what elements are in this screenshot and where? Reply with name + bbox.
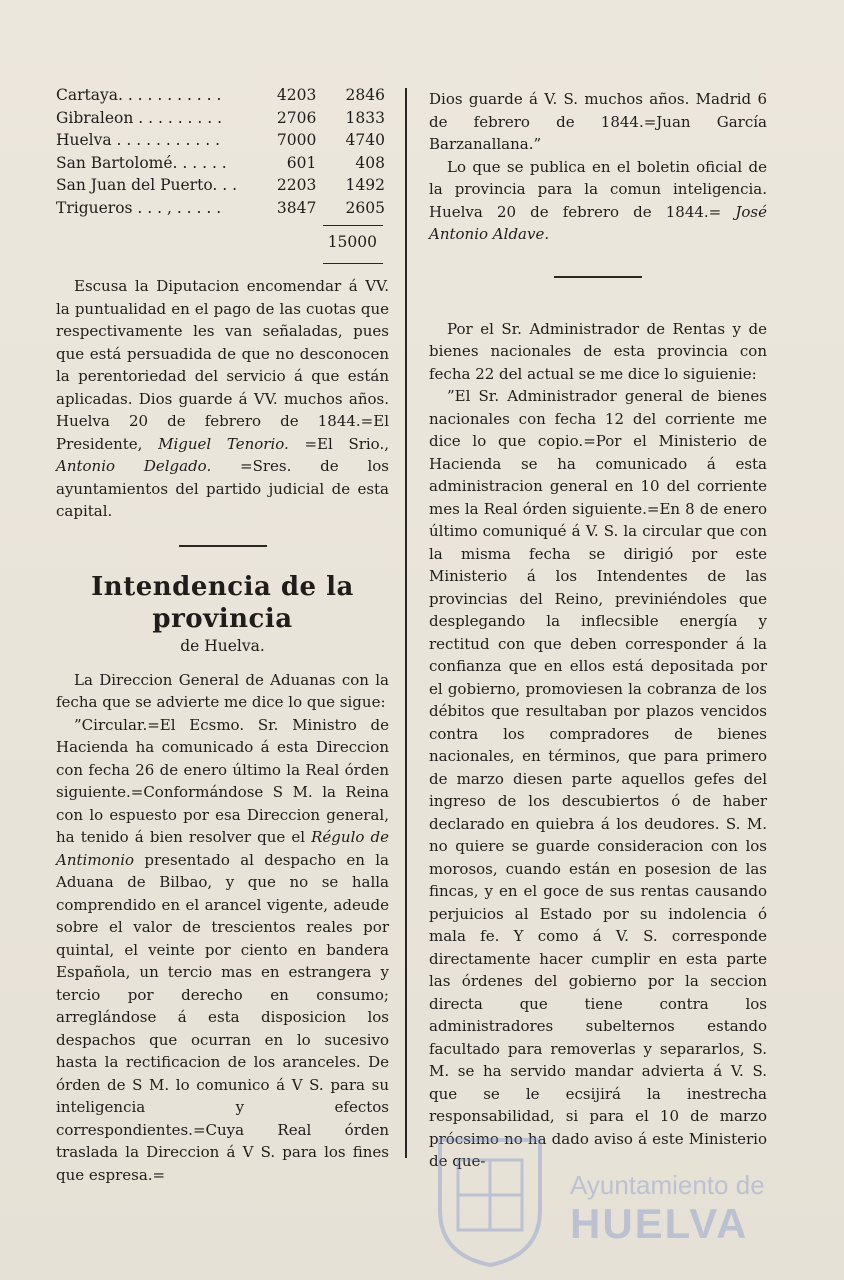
quota-row bbox=[56, 197, 389, 220]
signature-intendant: José Antonio Aldave. bbox=[429, 202, 767, 243]
circular-italic: Régulo de Antimonio bbox=[56, 828, 389, 869]
quota-cell-v2: 4740 bbox=[345, 131, 385, 149]
aduanas-intro: La Direccion General de Aduanas con la fecha que se advierte me dice lo que sigue: bbox=[56, 670, 389, 711]
quota-cell-name: Trigueros . . . , . . . . . bbox=[56, 198, 222, 217]
quota-cell-name: Huelva . . . . . . . . . . . bbox=[56, 131, 221, 149]
quota-row bbox=[56, 84, 389, 107]
quota-cell-v1: 4203 bbox=[276, 86, 317, 104]
quota-row bbox=[56, 129, 389, 152]
circular-text: ”Circular.=El Ecsmo. Sr. Ministro de Hacienda ha comunicado á esta Direccion con fecha 26 de enero último la Real órden siguiente.=Conformándose S M. la Reina con lo espuesto por esa Direccion general, ha tenido á bien resolver que el bbox=[56, 715, 389, 846]
quota-cell-v1: 7000 bbox=[276, 131, 317, 149]
ayuntamiento-watermark bbox=[430, 1130, 770, 1270]
quota-row bbox=[56, 152, 389, 175]
diputacion-text: Escusa la Diputacion encomendar á VV. la puntualidad en el pago de las cuotas que respectivamente les van señaladas, pues que está persuadida de que no desconocen la perentoriedad del servicio á que están aplicadas. Dios guarde á VV. muchos años. Huelva 20 de febrero de 1844.=El Presidente, bbox=[56, 277, 389, 453]
quota-row bbox=[56, 174, 389, 197]
section-heading: Intendencia de la provincia bbox=[91, 571, 354, 634]
section-subheading: de Huelva. bbox=[180, 636, 265, 655]
quota-table bbox=[56, 84, 389, 219]
total-rule-bottom bbox=[323, 263, 383, 264]
quota-cell-v2: 408 bbox=[355, 153, 385, 172]
quota-cell-v1: 601 bbox=[286, 153, 317, 172]
publication-paragraph bbox=[429, 156, 767, 246]
signature-secretary: Antonio Delgado. bbox=[56, 457, 212, 475]
diputacion-text-mid: =El Srio., bbox=[304, 434, 389, 453]
diputacion-text-end: =Sres. de los ayuntamientos del partido judicial de esta capital. bbox=[56, 457, 389, 520]
circular-text-end: presentado al despacho en la Aduana de Bilbao, y que no se halla comprendido en el arancel vigente, adeude sobre el valor de trescientos reales por quintal, el veinte por ciento en bandera Española, un tercio mas en estrangera y tercio por derecho en consumo; arreglándose á esta disposicion los despachos que ocurran en lo sucesivo hasta la rectificacion de los aranceles. De órden de S M. lo comunico á V S. para su inteligencia y efectos correspondientes.=Cuya Real órden traslada la Direccion á V S. para los fines que espresa.= bbox=[56, 850, 389, 1184]
section-separator bbox=[179, 545, 267, 547]
quota-cell-v1: 2203 bbox=[276, 176, 317, 194]
quota-cell-name: Cartaya. . . . . . . . . . . bbox=[56, 86, 222, 104]
quota-cell-v2: 1833 bbox=[345, 108, 385, 127]
section-separator-right bbox=[554, 276, 642, 278]
quota-cell-v2: 2846 bbox=[345, 86, 385, 104]
administrador-intro: Por el Sr. Administrador de Rentas y de bienes nacionales de esta provincia con fecha 22 del actual se me dice lo siguienie: bbox=[429, 319, 767, 383]
publication-text: Lo que se publica en el boletin oficial de la provincia para la comun inteligencia. Huelva 20 de febrero de 1844.= bbox=[429, 157, 767, 221]
quota-row bbox=[56, 107, 389, 130]
quota-cell-name: San Juan del Puerto. . . bbox=[56, 176, 238, 194]
coat-of-arms-icon bbox=[430, 1130, 550, 1270]
quota-cell-v1: 3847 bbox=[276, 198, 317, 217]
administrador-paragraph: ”El Sr. Administrador general de bienes nacionales con fecha 12 del corriente me dice lo que copio.=Por el Ministerio de Hacienda se ha comunicado á esta administracion general en 10 del corriente mes la Real órden siguiente.=En 8 de enero último comuniqué á V. S. la circular que con la misma fecha se dirigió por este Ministerio á los Intendentes de las provincias del Reino, previniéndoles que desplegando la inflecsible energía y rectitud con que deben corresponder á la confianza que en ellos está depositada por el gobierno, promoviesen la cobranza de los débitos que resultaban por plazos vencidos contra los compradores de bienes nacionales, en términos, que para primero de marzo diesen parte aquellos gefes del ingreso de los descubiertos ó de haber declarado en quiebra á los deudores. S. M. no quiere se guarde consideracion con los morosos, cuando están en posesion de las fincas, y en el goce de sus rentas causando perjuicios al Estado por su indolencia ó mala fe. Y como á V. S. corresponde directamente hacer cumplir en esta parte las órdenes del gobierno por la seccion directa que tiene contra los administradores subelternos estando facultado para removerlas y separarlos, S. M. se ha servido mandar advierta á V. S. que se le ecsijirá la inestrecha responsabilidad, si para el 10 de marzo prócsimo no ha dado aviso á este Ministerio de que- bbox=[429, 387, 767, 1170]
total-rule-top bbox=[323, 225, 383, 226]
circular-paragraph bbox=[56, 714, 389, 1187]
watermark-line2: HUELVA bbox=[570, 1200, 749, 1247]
madrid-paragraph: Dios guarde á V. S. muchos años. Madrid 6 de febrero de 1844.=Juan García Barzanallana.” bbox=[429, 90, 767, 153]
quota-cell-name: San Bartolomé. . . . . . bbox=[56, 153, 227, 172]
total-value: 15000 bbox=[327, 233, 377, 251]
quota-cell-v2: 1492 bbox=[345, 176, 385, 194]
total-block bbox=[56, 221, 389, 267]
left-column bbox=[56, 84, 389, 1186]
quota-cell-v1: 2706 bbox=[276, 108, 317, 127]
quota-cell-v2: 2605 bbox=[345, 198, 385, 217]
column-divider bbox=[405, 88, 407, 1158]
diputacion-paragraph bbox=[56, 275, 389, 523]
right-column bbox=[429, 88, 767, 1173]
quota-cell-name: Gibraleon . . . . . . . . . bbox=[56, 108, 223, 127]
signature-president: Miguel Tenorio. bbox=[158, 434, 289, 453]
watermark-line1: Ayuntamiento de bbox=[570, 1170, 765, 1200]
